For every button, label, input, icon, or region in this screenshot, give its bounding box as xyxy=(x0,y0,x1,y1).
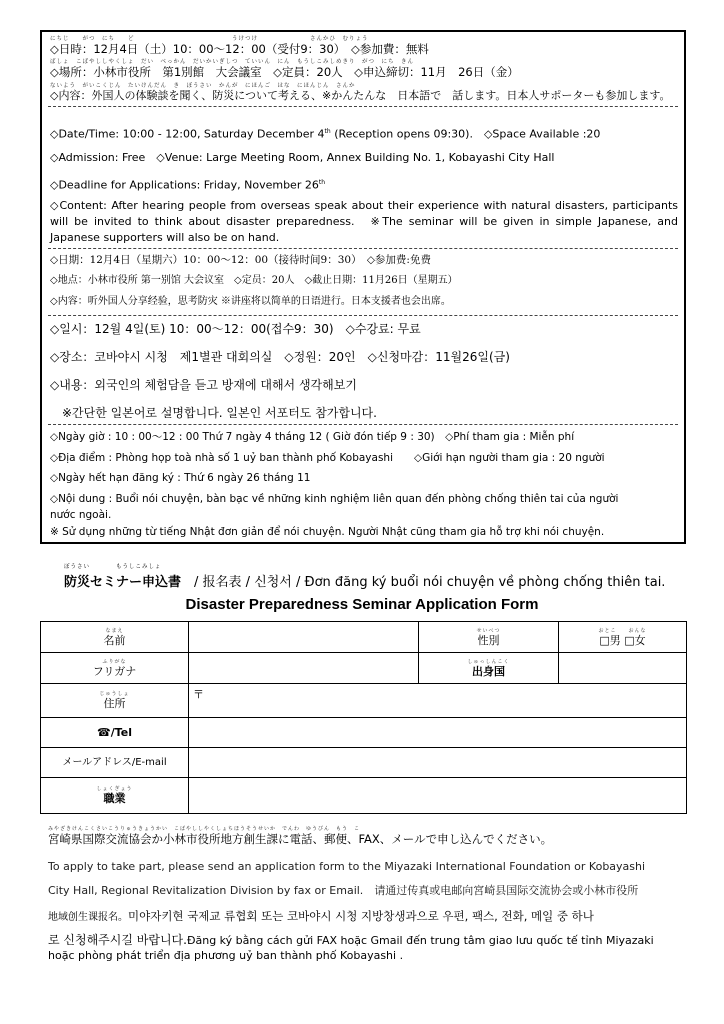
ko-note: ※간단한 일본어로 설명합니다. 일본인 서포터도 참가합니다. xyxy=(62,406,377,420)
en-admission-venue: ◇Admission: Free ◇Venue: Large Meeting Room, Annex Building No. 1, Kobayashi City Hall xyxy=(50,151,555,164)
footer-ja: 宮崎県国際交流協会か小林市役所地方創生課に電話、郵便、FAX、メールで申し込んでください。 xyxy=(48,832,553,846)
gender-label: せいべつ 性別 xyxy=(419,622,559,653)
name-field[interactable] xyxy=(189,622,419,653)
vi-place-capacity: ◇Địa điểm : Phòng họp toà nhà số 1 uỷ ban thành phố Kobayashi ◇Giới hạn người tham gia : 20 người xyxy=(50,452,605,464)
address-field[interactable] xyxy=(189,684,687,718)
furigana-field[interactable] xyxy=(189,653,419,684)
zh-datetime-fee: ◇日期：12月4日（星期六）10：00～12：00（接待时间9：30） ◇参加费:免费 xyxy=(50,254,431,266)
ja-datetime-fee: ◇日時：12月4日（土）10：00～12：00（受付9：30） ◇参加費：無料 xyxy=(50,42,429,56)
zh-content: ◇内容：听外国人分享经验，思考防灾 ※讲座将以简单的日语进行。日本支援者也会出席。 xyxy=(50,296,451,307)
en-datetime: ◇Date/Time: 10:00 - 12:00, Saturday December 4th (Reception opens 09:30). ◇Space Available :20 xyxy=(50,127,601,141)
divider xyxy=(48,248,678,249)
postal-mark: 〒 xyxy=(193,688,204,701)
footer-en-zh: City Hall, Regional Revitalization Division by fax or Email. 请通过传真或电邮向宮崎县国际交流协会或小林市役所 xyxy=(48,884,639,897)
email-field[interactable] xyxy=(189,748,687,778)
divider xyxy=(48,315,678,316)
footer-ja-ruby: みやざきけんこくさいこうりゅうきょうかい こばやししやくしょちほうそうせいか でんわ ゆうびん もう こ xyxy=(48,826,361,832)
application-form-table xyxy=(40,621,687,814)
phone-icon: ☎/Tel xyxy=(97,726,132,739)
form-title-en: Disaster Preparedness Seminar Application Form xyxy=(185,596,539,613)
occupation-field[interactable] xyxy=(189,778,687,814)
ko-datetime-fee: ◇일시：12월 4일(토) 10：00～12：00(접수9：30) ◇수강료: 무료 xyxy=(50,322,421,336)
en-deadline: ◇Deadline for Applications: Friday, November 26th xyxy=(50,178,325,192)
footer-vi-2: hoặc phòng phát triển địa phương uỷ ban thành phố Kobayashi . xyxy=(48,949,404,962)
ja-ruby-line1: にちじ がつ にち ど うけつけ さんかひ むりょう xyxy=(50,36,369,42)
divider xyxy=(48,106,678,107)
footer-en-1: To apply to take part, please send an application form to the Miyazaki International Foundation or Kobayashi xyxy=(48,860,646,873)
ko-content: ◇내용：외국인의 체험담을 듣고 방재에 대해서 생각해보기 xyxy=(50,378,357,392)
vi-datetime-fee: ◇Ngày giờ : 10 : 00～12 : 00 Thứ 7 ngày 4 tháng 12 ( Giờ đón tiếp 9 : 30) ◇Phí tham gia : Miễn phí xyxy=(50,431,575,443)
origin-country-label: しゅっしんこく 出身国 xyxy=(419,653,559,684)
divider xyxy=(48,424,678,425)
ja-ruby-line3: ないよう がいこくじん たいけんだん き ぼうさい かんが にほんご はな にほんじん さんか xyxy=(50,83,356,89)
origin-country-field[interactable] xyxy=(559,653,687,684)
email-label: メールアドレス/E-mail xyxy=(41,748,189,778)
tel-label xyxy=(41,718,189,748)
tel-field[interactable] xyxy=(189,718,687,748)
ja-place-capacity-deadline: ◇場所：小林市役所 第1別館 大会議室 ◇定員：20人 ◇申込締切：11月 26日（金） xyxy=(50,65,519,79)
event-notice-box xyxy=(40,30,686,544)
vi-note: ※ Sử dụng những từ tiếng Nhật đơn giản để nói chuyện. Người Nhật cũng tham gia hỗ trợ khi nói chuyện. xyxy=(50,526,605,538)
address-label: じゅうしょ 住所 xyxy=(41,684,189,718)
name-label: なまえ 名前 xyxy=(41,622,189,653)
vi-deadline: ◇Ngày hết hạn đăng ký : Thứ 6 ngày 26 tháng 11 xyxy=(50,472,311,484)
en-content: ◇Content: After hearing people from overseas speak about their experience with natural disasters, participants will be invited to think about disaster preparedness. ※The seminar will be given in simple Japanese, and Japanese supporters will also be on hand. xyxy=(50,199,678,244)
vi-content: ◇Nội dung : Buổi nói chuyện, bàn bạc về những kinh nghiệm liên quan đến phòng chống thiên tai của người nước ngoài. xyxy=(50,493,619,521)
footer-ko-vi: 로 신청해주시길 바랍니다.Đăng ký bằng cách gửi FAX hoặc Gmail đến trung tâm giao lưu quốc tế tỉnh Miyazaki xyxy=(48,933,654,947)
zh-place-capacity-deadline: ◇地点：小林市役所 第一别馆 大会议室 ◇定员：20人 ◇截止日期：11月26日（星期五） xyxy=(50,275,458,286)
ko-place-capacity-deadline: ◇장소：코바야시 시청 제1별관 대회의실 ◇정원：20인 ◇신청마감：11월26일(금) xyxy=(50,350,510,364)
footer-zh-ko: 地域创生课报名。미야자키현 국제교 류협회 또는 코바야시 시청 지방창생과으로 우편, 팩스, 전화, 메일 중 하나 xyxy=(48,909,594,923)
form-title xyxy=(64,571,665,590)
occupation-label: しょくぎょう 職業 xyxy=(41,778,189,814)
form-title-ja: 防災セミナー申込書 xyxy=(64,575,182,590)
form-title-ruby: ぼうさい もうしこみしょ xyxy=(64,564,162,570)
furigana-label: ふりがな フリガナ xyxy=(41,653,189,684)
form-title-multilang: / 报名表 / 신청서 / Đơn đăng ký buổi nói chuyện về phòng chống thiên tai. xyxy=(194,575,666,590)
ja-content: ◇内容：外国人の体験談を聞く、防災について考える、※かんたんな 日本語で 話します。日本人サポーターも参加します。 xyxy=(50,89,671,102)
ja-ruby-line2: ばしょ こばやししやくしょ だい べっかん だいかいぎしつ ていいん にん もうしこみしめきり がつ にち きん xyxy=(50,59,415,65)
gender-options[interactable]: おとこ おんな □男 □女 xyxy=(559,622,687,653)
